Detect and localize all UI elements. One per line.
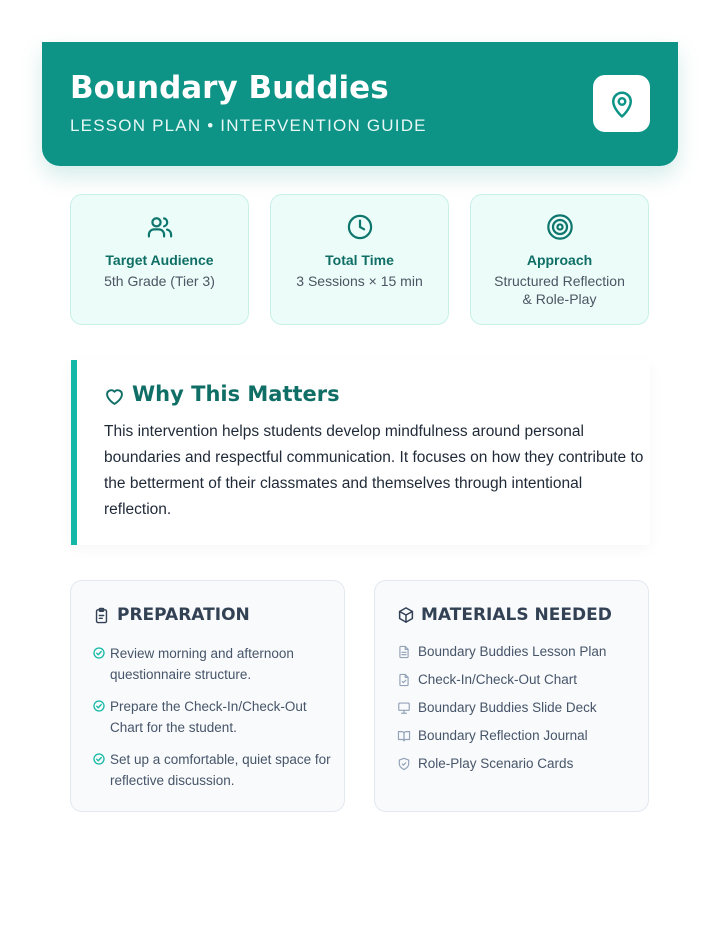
check-circle-icon xyxy=(93,647,105,659)
materials-card xyxy=(374,580,649,812)
preparation-card xyxy=(70,580,345,812)
list-item-text: Boundary Reflection Journal xyxy=(418,728,588,743)
target-icon xyxy=(546,213,574,241)
map-pin-icon xyxy=(607,89,637,119)
stat-label: Approach xyxy=(526,252,593,268)
book-icon xyxy=(397,729,411,743)
preparation-title: PREPARATION xyxy=(117,605,250,625)
shield-icon xyxy=(397,757,411,771)
list-item xyxy=(397,726,637,746)
list-item-text: Check-In/Check-Out Chart xyxy=(418,672,578,687)
presentation-icon xyxy=(397,701,411,715)
stat-value: 3 Sessions × 15 min xyxy=(296,273,423,289)
check-circle-icon xyxy=(93,700,105,712)
clipboard-icon xyxy=(93,606,110,625)
logo-badge xyxy=(593,75,650,132)
why-text: This intervention helps students develop mindfulness around personal boundaries and respectful communication. It focuses on how they contribute to the betterment of their classmates and themselves through intentional reflection. xyxy=(104,423,644,518)
list-item-text: Prepare the Check-In/Check-Out Chart for the student. xyxy=(110,699,307,735)
list-item xyxy=(397,754,637,774)
document-icon xyxy=(397,645,411,659)
users-icon xyxy=(146,213,174,241)
stat-card-target-audience xyxy=(70,194,249,325)
list-item-text: Boundary Buddies Lesson Plan xyxy=(418,644,607,659)
stat-label: Total Time xyxy=(325,252,394,268)
stat-value-line: & Role-Play xyxy=(522,291,597,307)
why-section xyxy=(71,360,650,545)
stat-value: 5th Grade (Tier 3) xyxy=(104,273,215,289)
stat-value-line: Structured Reflection xyxy=(494,273,625,289)
list-item xyxy=(397,698,637,718)
list-item-text: Review morning and afternoon questionnaire structure. xyxy=(110,646,294,682)
stat-label: Target Audience xyxy=(105,252,214,268)
list-item-text: Set up a comfortable, quiet space for reflective discussion. xyxy=(110,752,331,788)
stat-card-total-time xyxy=(270,194,449,325)
list-item xyxy=(397,670,637,690)
box-icon xyxy=(397,606,415,624)
list-item-text: Boundary Buddies Slide Deck xyxy=(418,700,597,715)
check-circle-icon xyxy=(93,753,105,765)
clock-icon xyxy=(346,213,374,241)
materials-title: MATERIALS NEEDED xyxy=(421,605,612,625)
page-subtitle: LESSON PLAN • INTERVENTION GUIDE xyxy=(70,116,427,135)
list-item xyxy=(397,642,637,662)
stat-value xyxy=(481,272,638,308)
checklist-file-icon xyxy=(397,673,411,687)
page-title: Boundary Buddies xyxy=(70,70,389,106)
stat-card-approach xyxy=(470,194,649,325)
why-title: Why This Matters xyxy=(132,382,340,406)
heart-icon xyxy=(104,386,125,407)
header-banner xyxy=(42,42,678,166)
list-item-text: Role-Play Scenario Cards xyxy=(418,756,574,771)
